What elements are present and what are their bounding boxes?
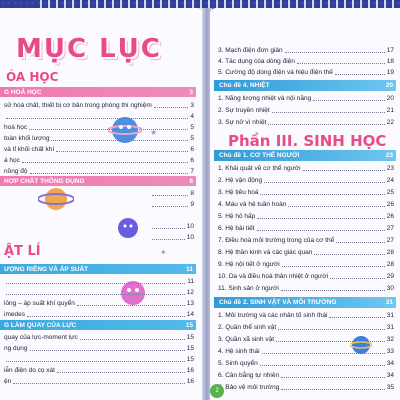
toc-row[interactable]: á học 6: [4, 157, 194, 164]
section-label: HỢP CHẤT THÔNG DỤNG: [4, 177, 85, 185]
chapter-label: Chủ đề 2. SINH VẬT VÀ MÔI TRƯỜNG: [219, 299, 337, 306]
toc-row[interactable]: 11: [4, 275, 194, 286]
toc-row[interactable]: 4: [4, 110, 194, 121]
toc-row[interactable]: 6. Cân bằng tự nhiên 34: [218, 372, 394, 379]
toc-row[interactable]: 1. Khái quát về cơ thể người 23: [218, 165, 394, 172]
section-page: 3: [189, 88, 193, 96]
toc-row[interactable]: ng dụng 15: [4, 345, 194, 352]
toc-row[interactable]: 8. Hệ thần kinh và các giác quan 28: [218, 249, 394, 256]
chapter-heat[interactable]: [214, 80, 396, 91]
chapter-label: Chủ đề 4. NHIỆT: [219, 82, 270, 89]
page-title: MỤC LỤC: [16, 34, 162, 64]
planet-small-icon: [116, 216, 140, 240]
toc-row[interactable]: 5. Sinh quyển 34: [218, 360, 394, 367]
page-number: 2: [210, 384, 224, 398]
toc-row[interactable]: iễn điện do cọ xát 16: [4, 367, 194, 374]
toc-row[interactable]: 10: [150, 220, 194, 231]
toc-row[interactable]: toàn khối lượng 5: [4, 135, 194, 142]
chapter-ecology[interactable]: [214, 297, 396, 308]
toc-row[interactable]: 8: [150, 187, 194, 198]
toc-row[interactable]: sử hoá chất, thiết bị cơ bản trong phòng thí nghiệm 3: [4, 102, 194, 109]
chapter-page: 23: [385, 152, 393, 159]
toc-row[interactable]: 4. Máu và hệ tuần hoàn 26: [218, 201, 394, 208]
right-page: [210, 8, 400, 400]
left-page: [0, 8, 204, 400]
toc-row[interactable]: quay của lực-moment lực 15: [4, 334, 194, 341]
toc-row[interactable]: 15: [4, 353, 194, 364]
section-page: 8: [189, 177, 193, 185]
toc-row[interactable]: 2. Hệ vận động 24: [218, 177, 394, 184]
section-bar-chemistry[interactable]: [0, 87, 196, 97]
toc-row[interactable]: 11. Sinh sản ở người 30: [218, 285, 394, 292]
toc-row[interactable]: 3. Quần xã sinh vật 32: [218, 336, 394, 343]
section-bar-density[interactable]: [0, 264, 196, 274]
section-label: G LÀM QUAY CỦA LỰC: [4, 321, 77, 329]
toc-row[interactable]: 4. Tác dụng của dòng điện 18: [218, 58, 394, 65]
toc-row[interactable]: imedes 14: [4, 311, 194, 318]
toc-row[interactable]: lỏng – áp suất khí quyển 13: [4, 300, 194, 307]
toc-row[interactable]: 3. Sự nở vì nhiệt 22: [218, 119, 394, 126]
toc-row[interactable]: 6. Hệ bài tiết 27: [218, 225, 394, 232]
toc-row[interactable]: 1. Môi trường và các nhân tố sinh thái 31: [218, 312, 394, 319]
section-bar-torque[interactable]: [0, 320, 196, 330]
toc-row[interactable]: nồng độ 7: [4, 168, 194, 175]
toc-row[interactable]: 1. Năng lượng nhiệt và nội năng 20: [218, 95, 394, 102]
toc-row[interactable]: Bảo vệ môi trường 35: [225, 384, 394, 391]
toc-row[interactable]: hoá học 5: [4, 124, 194, 131]
toc-row[interactable]: 7. Điều hoà môi trường trong của cơ thể 27: [218, 237, 394, 244]
chapter-body[interactable]: [214, 150, 396, 161]
planet-ringed-icon: [38, 184, 74, 214]
toc-row[interactable]: 5. Hệ hô hấp 26: [218, 213, 394, 220]
toc-row[interactable]: ện 16: [4, 378, 194, 385]
part3-heading: Phần III. SINH HỌC: [228, 132, 387, 150]
toc-row[interactable]: 3. Hệ tiêu hoá 25: [218, 189, 394, 196]
toc-row[interactable]: 3. Mạch điện đơn giản 17: [218, 47, 394, 54]
section-label: ƯỢNG RIÊNG VÀ ÁP SUẤT: [4, 265, 89, 273]
chapter-label: Chủ đề 1. CƠ THỂ NGƯỜI: [219, 152, 300, 159]
planet-blue-icon: [350, 334, 372, 356]
toc-row[interactable]: 10. Da và điều hoà thân nhiệt ở người 29: [218, 273, 394, 280]
toc-row[interactable]: 4. Hệ sinh thái 33: [218, 348, 394, 355]
toc-row[interactable]: 2. Sự truyền nhiệt 21: [218, 107, 394, 114]
chapter-page: 20: [385, 82, 393, 89]
part1-heading: ÓA HỌC: [6, 70, 59, 84]
section-page: 11: [186, 265, 193, 273]
toc-row[interactable]: 2. Quần thể sinh vật 31: [218, 324, 394, 331]
toc-row[interactable]: 9: [150, 198, 194, 209]
section-label: G HOÁ HỌC: [4, 88, 42, 96]
star-icon: ✦: [160, 248, 167, 257]
star-icon: ★: [150, 128, 158, 137]
part2-heading: ẬT LÍ: [4, 244, 41, 259]
toc-row[interactable]: 10: [150, 231, 194, 242]
chapter-page: 31: [385, 299, 393, 306]
toc-row[interactable]: 12: [4, 286, 194, 297]
toc-row[interactable]: 5. Cường độ dòng điện và hiệu điện thế 19: [218, 69, 394, 76]
section-bar-compounds[interactable]: [0, 176, 196, 186]
toc-row[interactable]: và tỉ khối chất khí 6: [4, 146, 194, 153]
toc-row[interactable]: 9. Hệ nội tiết ở người 28: [218, 261, 394, 268]
section-page: 15: [185, 321, 193, 329]
